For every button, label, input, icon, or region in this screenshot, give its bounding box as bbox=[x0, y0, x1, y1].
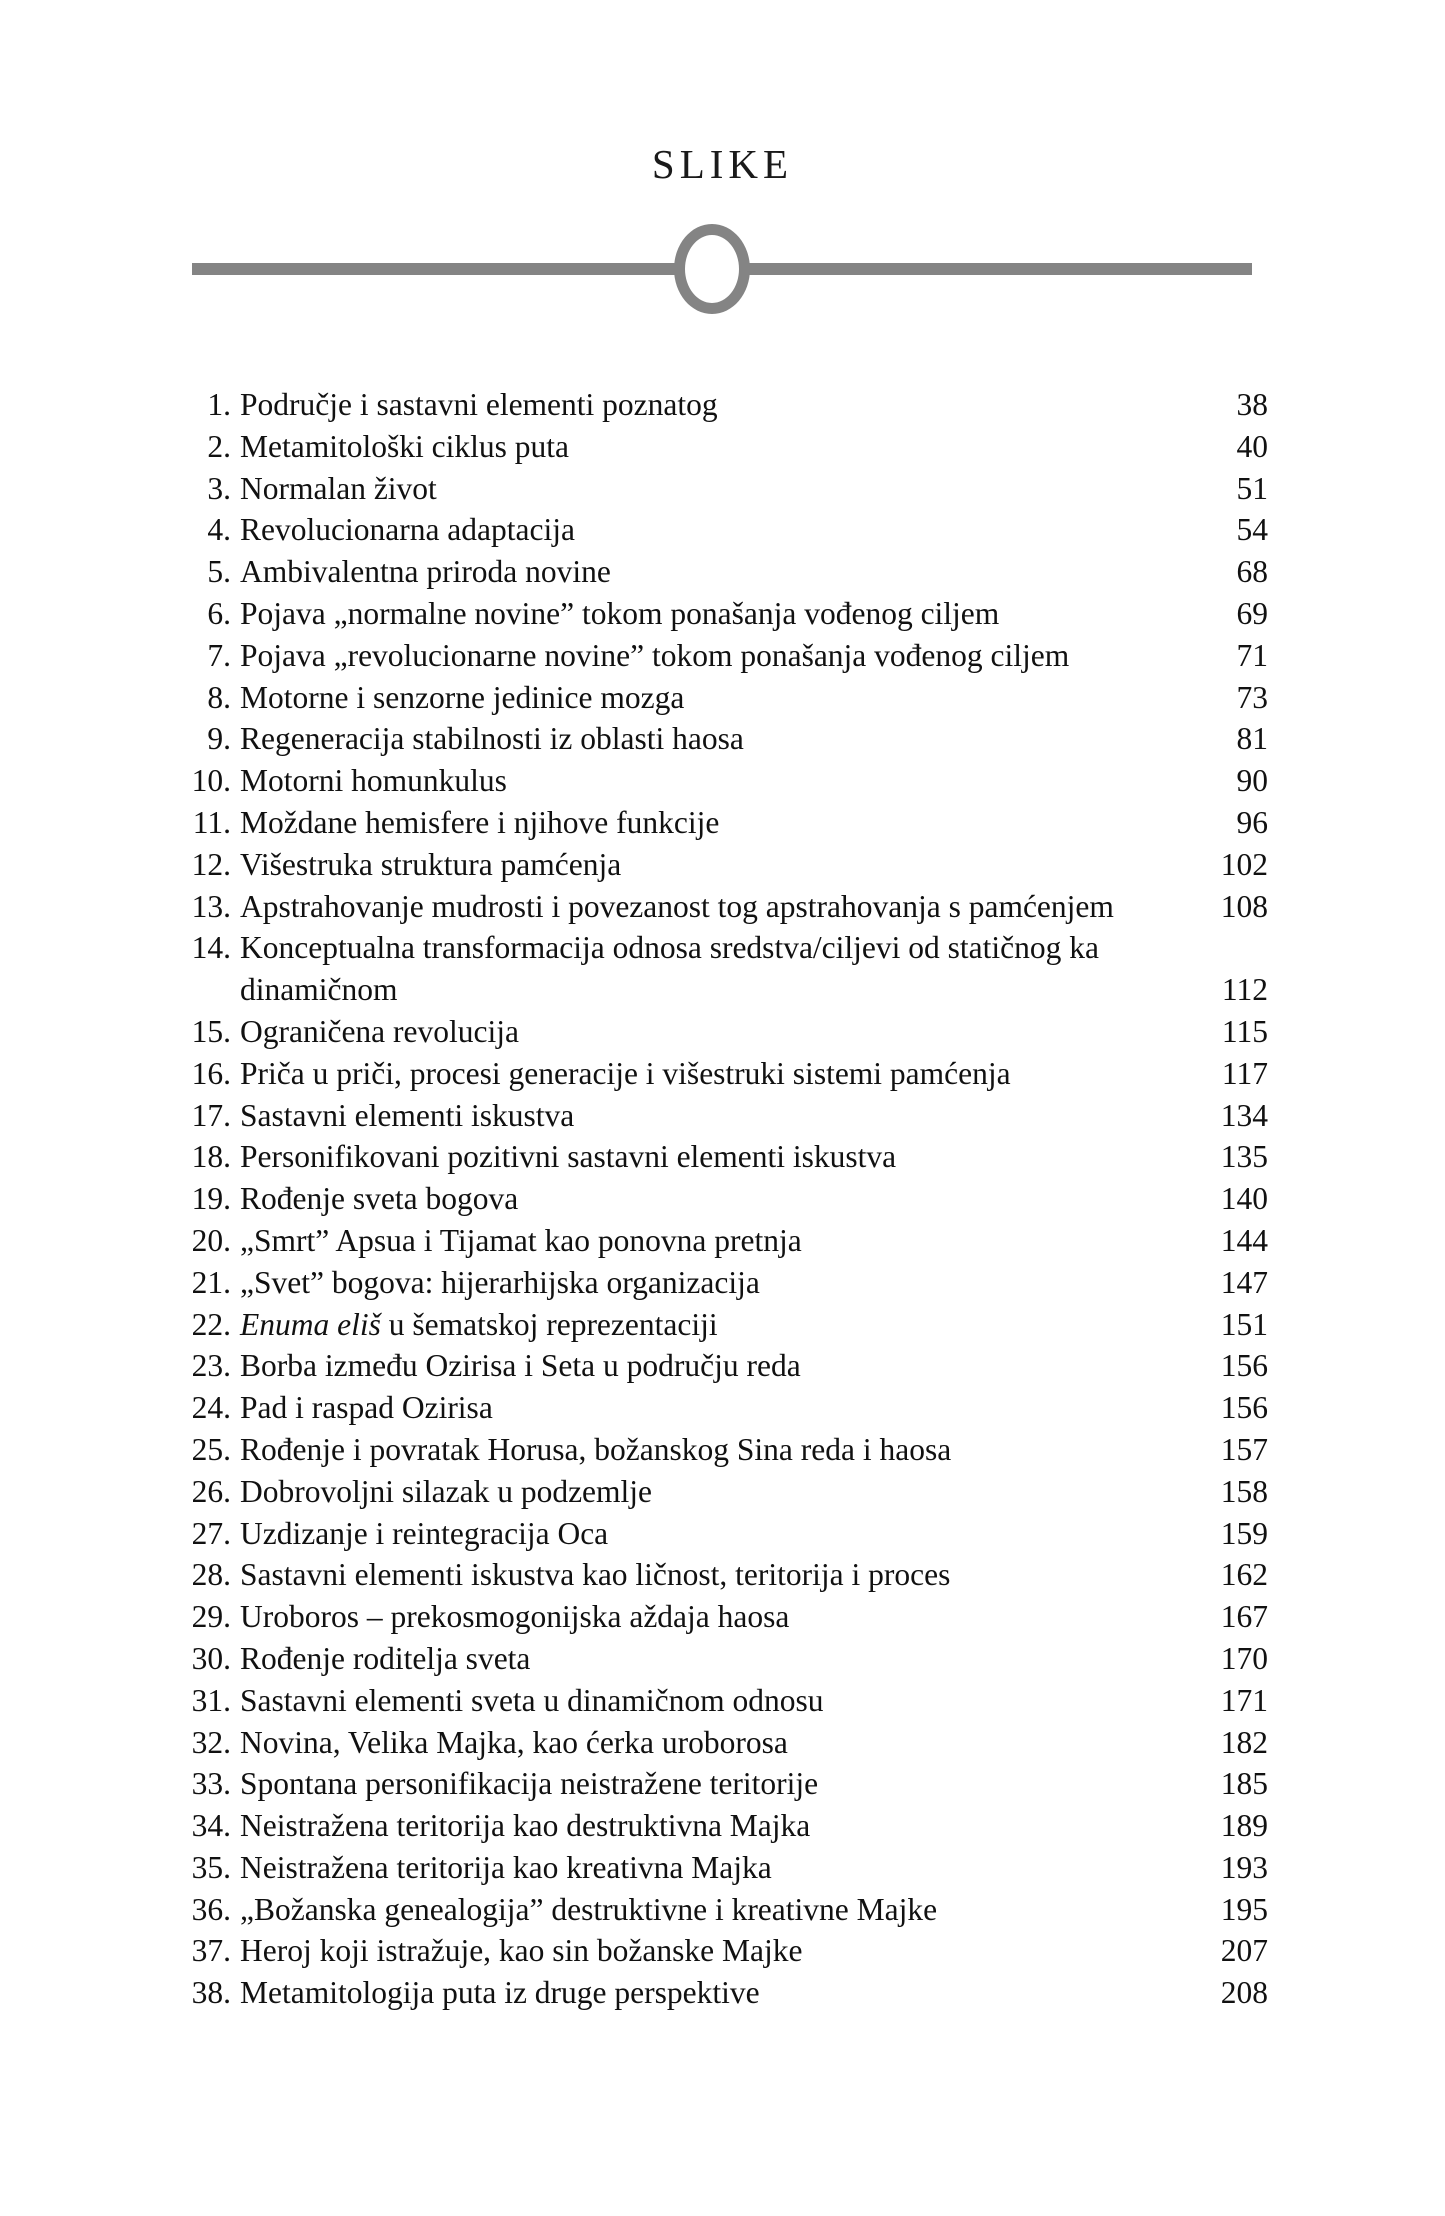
figure-caption: Spontana personifikacija neistražene teritorije bbox=[240, 1766, 819, 1802]
figure-number: 27. bbox=[191, 1515, 231, 1551]
figure-number: 35. bbox=[191, 1849, 231, 1885]
figure-number: 1. bbox=[207, 387, 231, 422]
figure-list bbox=[178, 384, 1268, 2014]
figure-caption: Regeneracija stabilnosti iz oblasti haosa bbox=[240, 721, 744, 757]
figure-list-item bbox=[178, 1554, 1268, 1596]
figure-page-number: 108 bbox=[1220, 888, 1268, 924]
figure-caption: Moždane hemisfere i njihove funkcije bbox=[240, 804, 720, 840]
figure-number: 5. bbox=[207, 554, 231, 590]
figure-page-number: 51 bbox=[1236, 470, 1268, 506]
figure-caption: Apstrahovanje mudrosti i povezanost tog apstrahovanja s pamćenjem bbox=[240, 888, 1114, 924]
figure-page-number: 171 bbox=[1220, 1682, 1268, 1718]
figure-number: 6. bbox=[207, 595, 231, 631]
figure-caption: Priča u priči, procesi generacije i višestruki sistemi pamćenja bbox=[240, 1055, 1011, 1091]
figure-page-number: 69 bbox=[1236, 595, 1268, 631]
figure-caption: Ograničena revolucija bbox=[240, 1013, 519, 1049]
figure-list-item bbox=[178, 1722, 1268, 1764]
figure-list-item bbox=[178, 509, 1268, 551]
figure-page-number: 68 bbox=[1236, 554, 1268, 590]
figure-caption: Višestruka struktura pamćenja bbox=[240, 846, 622, 882]
figure-page-number: 115 bbox=[1221, 1013, 1268, 1049]
figure-page-number: 170 bbox=[1220, 1640, 1268, 1676]
figure-list-item bbox=[178, 1471, 1268, 1513]
figure-list-item bbox=[178, 1429, 1268, 1471]
figure-number: 3. bbox=[207, 470, 231, 506]
page-title: SLIKE bbox=[651, 141, 794, 188]
figure-page-number: 144 bbox=[1220, 1222, 1268, 1258]
figure-page-number: 81 bbox=[1236, 721, 1268, 757]
figure-number: 38. bbox=[191, 1975, 231, 2011]
figure-list-item bbox=[178, 1847, 1268, 1889]
figure-list-item bbox=[178, 844, 1268, 886]
figure-number: 29. bbox=[191, 1599, 231, 1635]
figure-page-number: 159 bbox=[1220, 1515, 1268, 1551]
figure-caption: Metamitologija puta iz druge perspektive bbox=[240, 1975, 760, 2011]
figure-caption: Personifikovani pozitivni sastavni elementi iskustva bbox=[240, 1139, 897, 1175]
figure-number: 36. bbox=[191, 1891, 231, 1927]
figure-page-number: 195 bbox=[1220, 1891, 1268, 1927]
figure-number: 8. bbox=[207, 679, 231, 715]
figure-list-item bbox=[178, 1262, 1268, 1304]
decorative-divider bbox=[192, 214, 1252, 324]
figure-number: 32. bbox=[191, 1724, 231, 1760]
figure-list-item bbox=[178, 1136, 1268, 1178]
figure-caption-rest: u šematskoj reprezentaciji bbox=[380, 1306, 718, 1342]
figure-number: 25. bbox=[191, 1431, 231, 1467]
figure-list-item bbox=[178, 1972, 1268, 2014]
figure-list-item bbox=[178, 1304, 1268, 1346]
figure-page-number: 117 bbox=[1221, 1055, 1268, 1091]
figure-page-number: 135 bbox=[1220, 1139, 1268, 1175]
figure-caption: Pojava „revolucionarne novine” tokom ponašanja vođenog ciljem bbox=[240, 637, 1070, 673]
figure-list-item bbox=[178, 1763, 1268, 1805]
figure-list-item bbox=[178, 635, 1268, 677]
figure-caption: Motorne i senzorne jedinice mozga bbox=[240, 679, 685, 715]
figure-number: 23. bbox=[191, 1348, 231, 1384]
figure-caption-italic: Enuma eliš bbox=[240, 1306, 381, 1342]
figure-caption: Uzdizanje i reintegracija Oca bbox=[240, 1515, 609, 1551]
figure-list-item bbox=[178, 1596, 1268, 1638]
figure-caption: Ambivalentna priroda novine bbox=[240, 554, 611, 590]
figure-caption: „Svet” bogova: hijerarhijska organizacija bbox=[240, 1264, 760, 1300]
figure-page-number: 134 bbox=[1220, 1097, 1268, 1133]
figure-page-number: 112 bbox=[1221, 972, 1268, 1008]
figure-page-number: 167 bbox=[1220, 1599, 1268, 1635]
figure-list-item bbox=[178, 1387, 1268, 1429]
figure-page-number: 156 bbox=[1220, 1348, 1268, 1384]
figure-number: 11. bbox=[192, 804, 231, 840]
figure-list-item bbox=[178, 468, 1268, 510]
figure-list-item bbox=[178, 1095, 1268, 1137]
figure-number: 26. bbox=[191, 1473, 231, 1509]
figure-number: 16. bbox=[191, 1055, 231, 1091]
figure-caption: Neistražena teritorija kao kreativna Majka bbox=[240, 1849, 772, 1885]
divider-circle-icon bbox=[674, 224, 750, 314]
figure-number: 7. bbox=[207, 637, 231, 673]
figure-number: 20. bbox=[191, 1222, 231, 1258]
figure-number: 15. bbox=[191, 1013, 231, 1049]
figure-caption: Uroboros – prekosmogonijska aždaja haosa bbox=[240, 1599, 790, 1635]
figure-list-item bbox=[178, 1053, 1268, 1095]
figure-number: 30. bbox=[191, 1640, 231, 1676]
figure-number: 22. bbox=[191, 1306, 231, 1342]
figure-number: 37. bbox=[191, 1933, 231, 1969]
figure-list-item bbox=[178, 718, 1268, 760]
figure-caption: Rođenje roditelja sveta bbox=[240, 1640, 531, 1676]
figure-number: 14. bbox=[191, 930, 231, 966]
figure-caption: Područje i sastavni elementi poznatog bbox=[240, 387, 718, 422]
figure-number: 13. bbox=[191, 888, 231, 924]
figure-page-number: 38 bbox=[1236, 387, 1268, 422]
figure-page-number: 162 bbox=[1220, 1557, 1268, 1593]
figure-caption: Dobrovoljni silazak u podzemlje bbox=[240, 1473, 653, 1509]
figure-caption: Neistražena teritorija kao destruktivna Majka bbox=[240, 1808, 811, 1844]
figure-page-number: 147 bbox=[1220, 1264, 1268, 1300]
figure-caption: Borba između Ozirisa i Seta u području reda bbox=[240, 1348, 801, 1384]
figure-caption: „Smrt” Apsua i Tijamat kao ponovna pretnja bbox=[240, 1222, 802, 1258]
figure-page-number: 73 bbox=[1236, 679, 1268, 715]
figure-page-number: 157 bbox=[1220, 1431, 1268, 1467]
figure-number: 19. bbox=[191, 1181, 231, 1217]
figure-page-number: 189 bbox=[1220, 1808, 1268, 1844]
figure-caption: Rođenje sveta bogova bbox=[240, 1181, 519, 1217]
figure-page-number: 185 bbox=[1220, 1766, 1268, 1802]
figure-number: 31. bbox=[191, 1682, 231, 1718]
figure-page-number: 54 bbox=[1236, 512, 1268, 548]
figure-list-item bbox=[178, 426, 1268, 468]
figure-list-item bbox=[178, 927, 1268, 1011]
figure-caption: Heroj koji istražuje, kao sin božanske Majke bbox=[240, 1933, 803, 1969]
figure-list-item bbox=[178, 1680, 1268, 1722]
figure-caption: Sastavni elementi sveta u dinamičnom odnosu bbox=[240, 1682, 824, 1718]
figure-page-number: 90 bbox=[1236, 763, 1268, 799]
figure-list-item bbox=[178, 886, 1268, 928]
figure-page-number: 193 bbox=[1220, 1849, 1268, 1885]
figure-number: 34. bbox=[191, 1808, 231, 1844]
figure-list-item bbox=[178, 1805, 1268, 1847]
figure-caption: Pojava „normalne novine” tokom ponašanja vođenog ciljem bbox=[240, 595, 1000, 631]
figure-caption: Metamitološki ciklus puta bbox=[240, 428, 569, 464]
figure-caption: Pad i raspad Ozirisa bbox=[240, 1390, 493, 1426]
figure-number: 18. bbox=[191, 1139, 231, 1175]
figure-number: 9. bbox=[207, 721, 231, 757]
figure-caption: Sastavni elementi iskustva bbox=[240, 1097, 575, 1133]
figure-caption: Normalan život bbox=[240, 470, 437, 506]
figure-number: 10. bbox=[191, 763, 231, 799]
figure-number: 21. bbox=[191, 1264, 231, 1300]
figure-list-item bbox=[178, 1930, 1268, 1972]
figure-caption bbox=[240, 1304, 1176, 1346]
figure-page-number: 71 bbox=[1236, 637, 1268, 673]
figure-page-number: 40 bbox=[1236, 428, 1268, 464]
figure-caption: Rođenje i povratak Horusa, božanskog Sina reda i haosa bbox=[240, 1431, 952, 1467]
figure-caption: Novina, Velika Majka, kao ćerka uroborosa bbox=[240, 1724, 788, 1760]
figure-list-item bbox=[178, 1345, 1268, 1387]
figure-list-item bbox=[178, 1220, 1268, 1262]
figure-list-item bbox=[178, 1638, 1268, 1680]
figure-list-item bbox=[178, 384, 1268, 426]
figure-number: 4. bbox=[207, 512, 231, 548]
figure-page-number: 208 bbox=[1220, 1975, 1268, 2011]
figure-number: 28. bbox=[191, 1557, 231, 1593]
figure-list-item bbox=[178, 1011, 1268, 1053]
figure-number: 24. bbox=[191, 1390, 231, 1426]
figure-caption: „Božanska genealogija” destruktivne i kreativne Majke bbox=[240, 1891, 938, 1927]
figure-list-item bbox=[178, 593, 1268, 635]
figure-page-number: 96 bbox=[1236, 804, 1268, 840]
figure-page-number: 102 bbox=[1220, 846, 1268, 882]
figure-page-number: 182 bbox=[1220, 1724, 1268, 1760]
figure-page-number: 207 bbox=[1220, 1933, 1268, 1969]
figure-list-item bbox=[178, 1889, 1268, 1931]
figure-page-number: 151 bbox=[1220, 1306, 1268, 1342]
figure-list-item bbox=[178, 677, 1268, 719]
figure-number: 12. bbox=[191, 846, 231, 882]
figure-page-number: 156 bbox=[1220, 1390, 1268, 1426]
figure-caption: Sastavni elementi iskustva kao ličnost, teritorija i proces bbox=[240, 1557, 951, 1593]
figure-caption: Konceptualna transformacija odnosa sredstva/ciljevi od statičnog ka dinamičnom bbox=[240, 930, 1099, 1008]
figure-page-number: 158 bbox=[1220, 1473, 1268, 1509]
figure-caption: Revolucionarna adaptacija bbox=[240, 512, 575, 548]
figure-caption: Motorni homunkulus bbox=[240, 763, 507, 799]
figure-list-item bbox=[178, 802, 1268, 844]
figure-list-item bbox=[178, 760, 1268, 802]
figure-number: 33. bbox=[191, 1766, 231, 1802]
figure-page-number: 140 bbox=[1220, 1181, 1268, 1217]
figure-list-item bbox=[178, 551, 1268, 593]
figure-list-item bbox=[178, 1178, 1268, 1220]
figure-number: 17. bbox=[191, 1097, 231, 1133]
figure-list-item bbox=[178, 1513, 1268, 1555]
figure-number: 2. bbox=[207, 428, 231, 464]
